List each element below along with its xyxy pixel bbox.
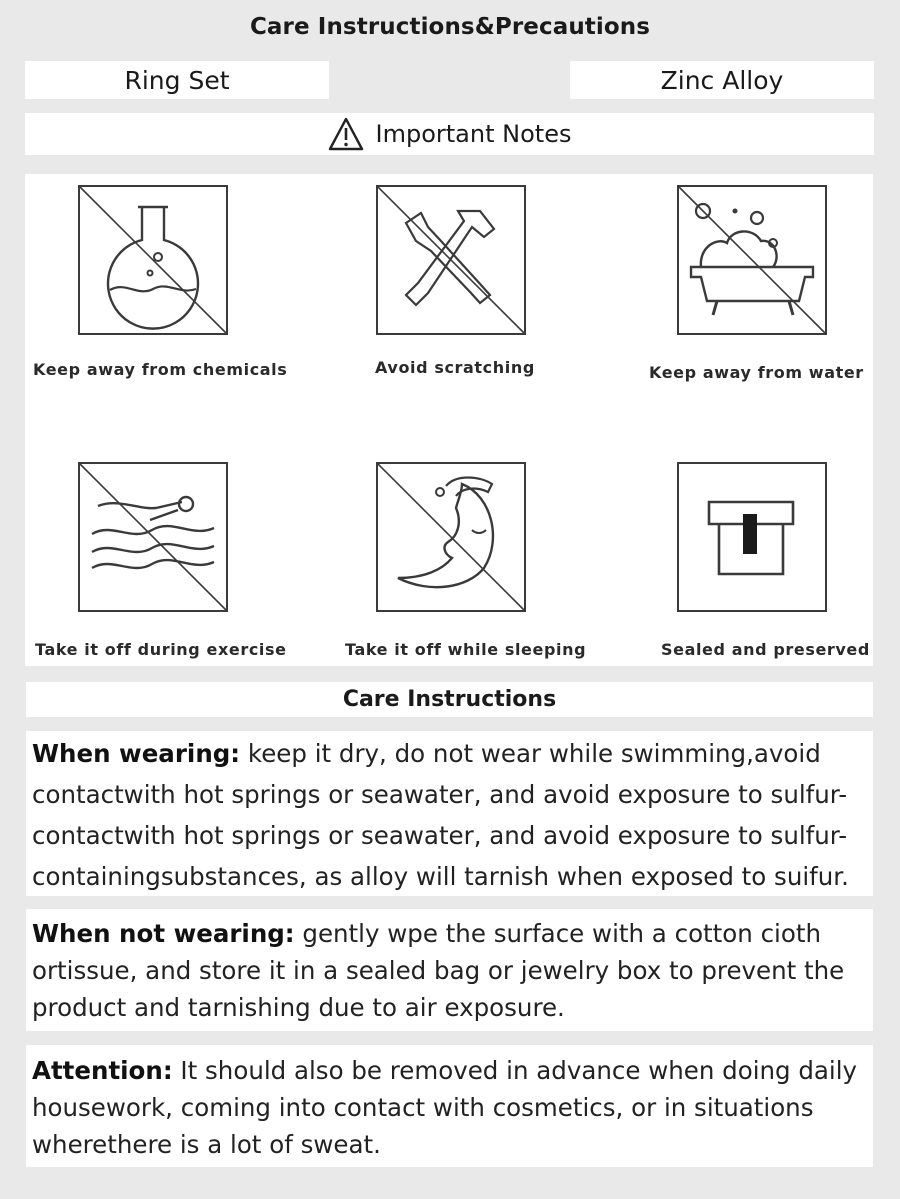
paragraph-label: Attention: [32,1056,173,1085]
product-type-label [25,61,329,99]
important-notes-header [25,113,874,155]
paragraph-line [32,733,873,774]
wearing-instructions [26,731,873,896]
paragraph-line [32,1052,873,1089]
swimmer-icon [78,462,228,612]
paragraph-line: product and tarnishing due to air exposure. [32,993,565,1022]
page-title: Care Instructions&Precautions [249,14,651,40]
important-notes-label: Important Notes [375,120,572,148]
paragraph-label: When not wearing: [32,919,295,948]
paragraph-line: contactwith hot springs or seawater, and avoid exposure to sulfur- [32,821,848,850]
icon-caption: Avoid scratching [375,358,535,377]
paragraph-line: ortissue, and store it in a sealed bag or jewelry box to prevent the [32,956,845,985]
attention-instructions [26,1045,873,1167]
sealed-box-icon [677,462,827,612]
paragraph-text: It should also be removed in advance when doing daily [172,1056,858,1085]
icon-caption: Sealed and preserved [661,640,870,659]
paragraph-text: keep it dry, do not wear while swimming,avoid [240,739,821,768]
paragraph-label: When wearing: [32,739,241,768]
paragraph-line: contactwith hot springs or seawater, and avoid exposure to sulfur- [32,780,848,809]
care-instructions-header [26,682,873,717]
icon-caption: Keep away from water [649,363,864,382]
material-label [570,61,874,99]
paragraph-line: housework, coming into contact with cosmetics, or in situations [32,1093,814,1122]
moon-sleep-icon [376,462,526,612]
tools-icon [376,185,526,335]
paragraph-line: wherethere is a lot of sweat. [32,1130,381,1159]
paragraph-line: containingsubstances, as alloy will tarnish when exposed to suifur. [32,862,849,891]
paragraph-text: gently wpe the surface with a cotton cioth [294,919,821,948]
material-text: Zinc Alloy [660,65,784,95]
icon-caption: Take it off while sleeping [345,640,587,659]
product-type-text: Ring Set [124,65,230,95]
not-wearing-instructions [26,909,873,1031]
icon-caption: Take it off during exercise [35,640,287,659]
bathtub-icon [677,185,827,335]
care-instructions-title: Care Instructions [342,687,557,712]
warning-icon [328,117,364,151]
paragraph-line [32,915,873,952]
precaution-icons-panel [25,174,873,666]
icon-caption: Keep away from chemicals [33,360,288,379]
chemical-flask-icon [78,185,228,335]
